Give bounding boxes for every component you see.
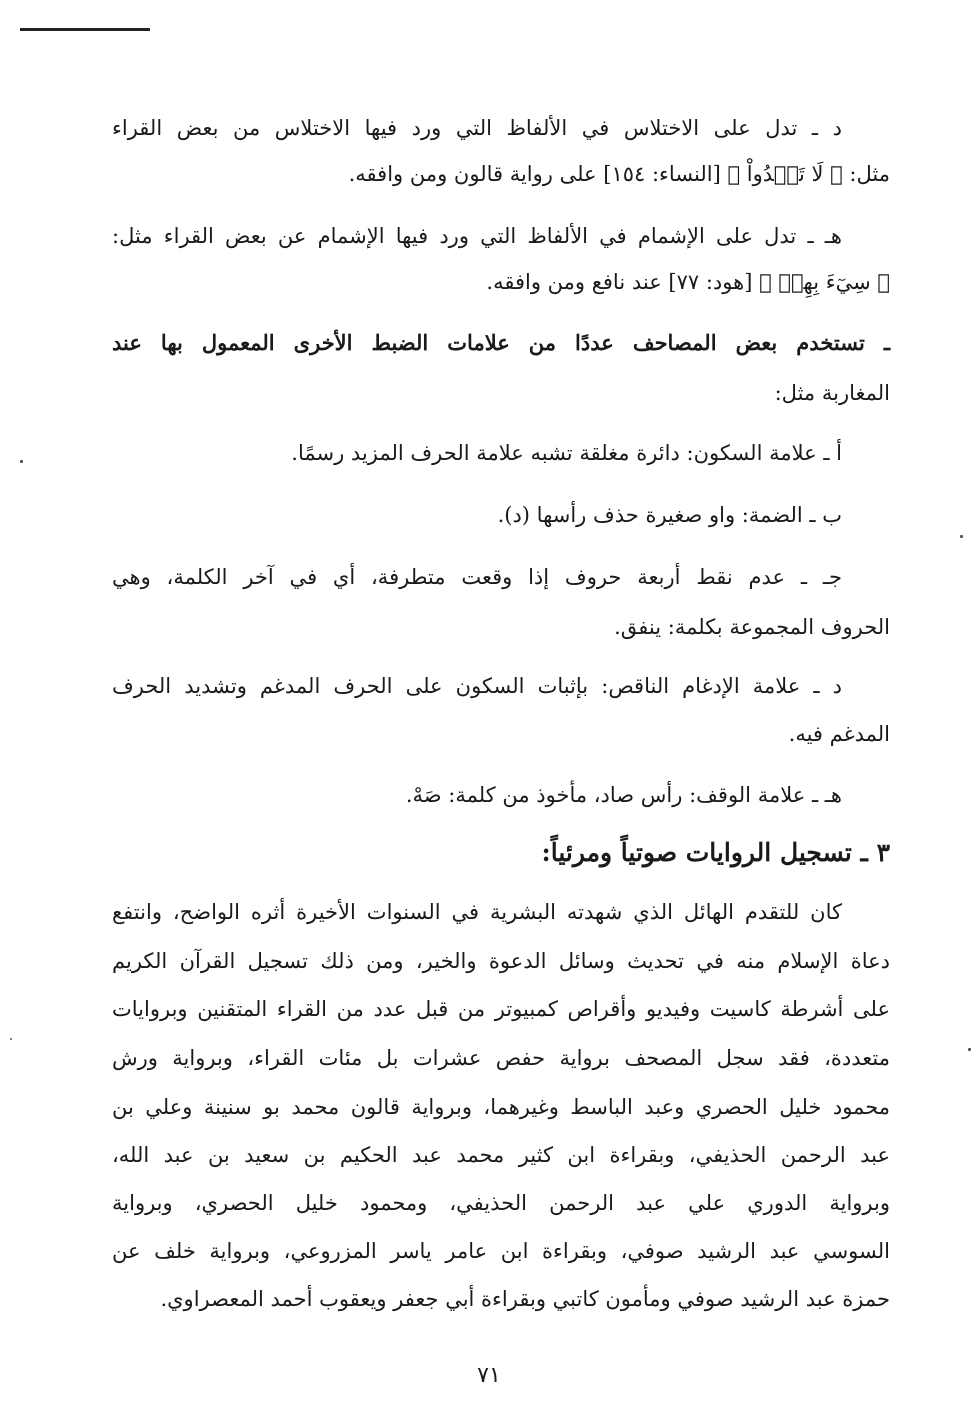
body-paragraph-line-4: متعددة، فقد سجل المصحف برواية حفص عشرات بل مئات القراء، وبرواية ورش — [112, 1046, 890, 1070]
mark-a-sukun: أ ـ علامة السكون: دائرة مغلقة تشبه علامة الحرف المزيد رسمًا. — [291, 441, 842, 465]
scan-speck — [10, 1038, 12, 1040]
page-number: ٧١ — [477, 1363, 501, 1388]
mark-h-waqf: هـ ـ علامة الوقف: رأس صاد، مأخوذ من كلمة: صَهْ. — [405, 783, 842, 807]
body-paragraph-line-9: حمزة عبد الرشيد صوفي ومأمون كاتبي وبقراءة أبي جعفر ويعقوب أحمد المعصراوي. — [160, 1287, 890, 1311]
item-h-ishmam-line-1: هـ ـ تدل على الإشمام في الألفاظ التي ورد فيها الإشمام عن بعض القراء مثل: — [112, 224, 842, 248]
body-paragraph-line-6: عبد الرحمن الحذيفي، وبقراءة ابن كثير محمد عبد الحكيم بن سعيد بن عبد الله، — [112, 1143, 890, 1167]
scan-speck — [968, 1048, 971, 1051]
body-paragraph-line-2: دعاة الإسلام منه في تحديث وسائل الدعوة والخير، ومن ذلك تسجيل القرآن الكريم — [112, 949, 890, 973]
body-paragraph-line-8: السوسي عبد الرشيد صوفي، وبقراءة ابن عامر ياسر المزروعي، وبرواية خلف عن — [112, 1239, 890, 1263]
item-h-ishmam-line-2: ﴿ سِيٓءَ بِهِمۡ ﴾ [هود: ٧٧] عند نافع ومن وافقه. — [486, 270, 890, 294]
body-paragraph-line-1: كان للتقدم الهائل الذي شهدته البشرية في السنوات الأخيرة أثره الواضح، وانتفع — [112, 900, 842, 924]
mark-d-idgham-line-2: المدغم فيه. — [788, 722, 890, 746]
mark-b-damma: ب ـ الضمة: واو صغيرة حذف رأسها (د). — [497, 503, 842, 527]
item-d-ikhtilas-line-2: مثل: ﴿ لَا تَعۡدُواْ ﴾ [النساء: ١٥٤] على رواية قالون ومن وافقه. — [348, 162, 890, 186]
section-heading: ٣ ـ تسجيل الروايات صوتياً ومرئياً: — [541, 838, 890, 867]
scan-speck — [960, 535, 963, 538]
body-paragraph-line-5: محمود خليل الحصري وعبد الباسط وغيرهما، وبرواية قالون محمد بو سنينة وعلي بن — [112, 1095, 890, 1119]
body-paragraph-line-7: وبرواية الدوري علي عبد الرحمن الحذيفي، ومحمود خليل الحصري، وبرواية — [112, 1191, 890, 1215]
maghreb-marks-intro-line-1: ـ تستخدم بعض المصاحف عددًا من علامات الضبط الأخرى المعمول بها عند — [112, 330, 890, 355]
mark-j-unpointed-line-1: جـ ـ عدم نقط أربعة حروف إذا وقعت متطرفة، أي في آخر الكلمة، وهي — [112, 565, 842, 589]
mark-d-idgham-line-1: د ـ علامة الإدغام الناقص: بإثبات السكون على الحرف المدغم وتشديد الحرف — [112, 674, 842, 698]
item-d-ikhtilas-line-1: د ـ تدل على الاختلاس في الألفاظ التي ورد فيها الاختلاس من بعض القراء — [112, 116, 842, 140]
top-rule-mark — [20, 28, 150, 31]
body-paragraph-line-3: على أشرطة كاسيت وفيديو وأقراص كمبيوتر من قبل عدد من القراء المتقنين وبروايات — [112, 997, 890, 1021]
maghreb-marks-intro-line-2: المغاربة مثل: — [774, 381, 890, 405]
mark-j-unpointed-line-2: الحروف المجموعة بكلمة: ينفق. — [614, 615, 890, 639]
scan-speck — [20, 460, 23, 463]
